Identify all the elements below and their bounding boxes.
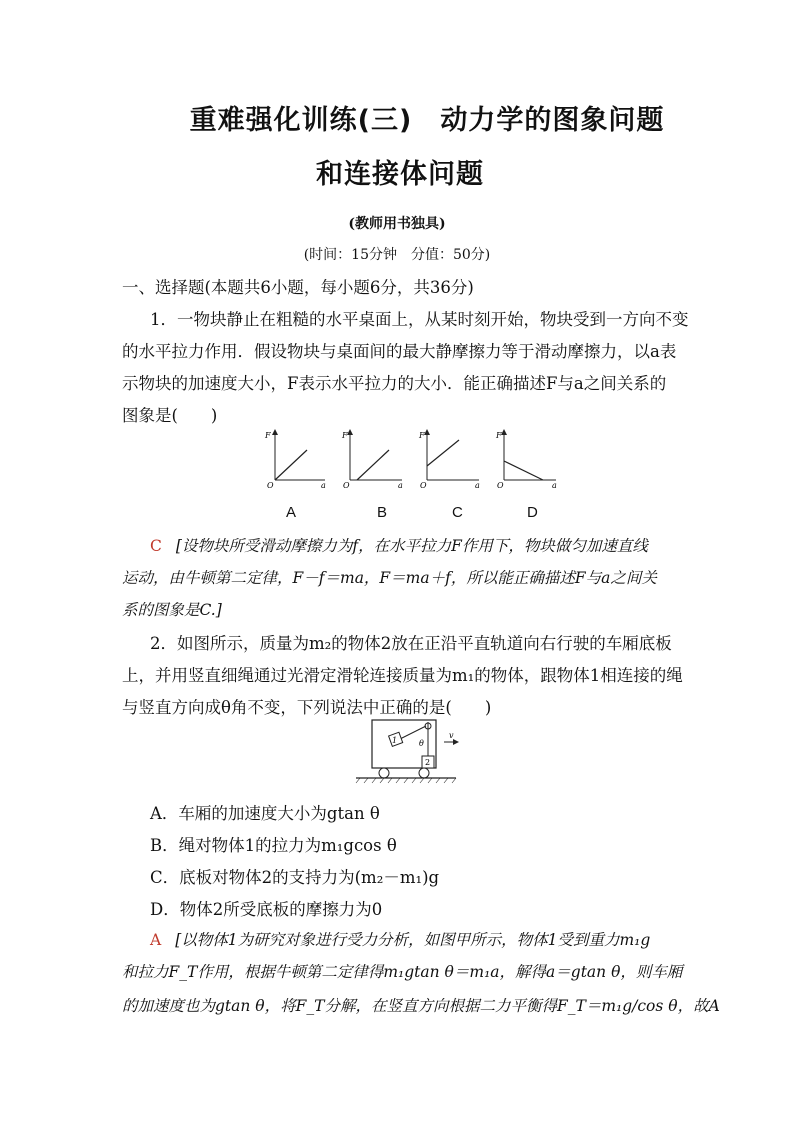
graph-label-a: A <box>286 504 297 521</box>
graph-a-f: F <box>265 431 271 440</box>
q2-option-a: A．车厢的加速度大小为gtan θ <box>150 804 380 823</box>
q2-line-2: 上，并用竖直细绳通过光滑定滑轮连接质量为m₁的物体，跟物体1相连接的绳 <box>122 666 683 685</box>
graph-a-line <box>275 450 307 480</box>
graph-b-a: a <box>398 481 403 490</box>
q2-line-1: 2．如图所示，质量为m₂的物体2放在正沿平直轨道向右行驶的车厢底板 <box>150 634 672 653</box>
q1-graph-svg <box>255 428 575 498</box>
theta-label: θ <box>419 739 424 748</box>
wheel-left <box>379 768 389 778</box>
q1-answer-line-2: 运动，由牛顿第二定律，F－f＝ma，F＝ma＋f，所以能正确描述F与a之间关 <box>122 569 657 587</box>
graph-d <box>495 431 557 490</box>
title-line-2: 和连接体问题 <box>316 159 484 190</box>
graph-b-line <box>357 450 389 480</box>
graph-b-o: O <box>343 481 350 490</box>
graph-c-o: O <box>420 481 427 490</box>
q2-answer-letter: A <box>150 931 162 949</box>
exam-meta: (时间：15分钟 分值：50分) <box>303 247 491 263</box>
graph-d-a: a <box>552 481 557 490</box>
q1-line-2: 的水平拉力作用．假设物块与桌面间的最大静摩擦力等于滑动摩擦力，以a表 <box>122 342 677 361</box>
q1-answer-line-3: 系的图象是C.] <box>122 601 222 619</box>
slanted-rope <box>398 726 426 740</box>
graph-a-o: O <box>267 481 274 490</box>
graph-d-line <box>504 461 543 480</box>
teacher-note: (教师用书独具) <box>348 216 446 232</box>
q2-answer-line-3: 的加速度也为gtan θ，将F_T分解，在竖直方向根据二力平衡得F_T＝m₁g/cos θ，故A <box>122 997 720 1015</box>
q2-answer-text-1: [以物体1为研究对象进行受力分析，如图甲所示，物体1受到重力m₁g <box>175 931 651 949</box>
object-1-label: 1 <box>392 736 398 745</box>
wheel-right <box>419 768 429 778</box>
graph-d-o: O <box>497 481 504 490</box>
q1-graphs <box>255 428 575 498</box>
q2-answer-line-1 <box>150 928 650 950</box>
q2-cart-figure <box>352 716 462 792</box>
graph-label-b: B <box>377 504 388 521</box>
q2-option-c: C．底板对物体2的支持力为(m₂－m₁)g <box>150 868 440 887</box>
q1-answer-text-1: [设物块所受滑动摩擦力为f，在水平拉力F作用下，物块做匀加速直线 <box>175 537 648 555</box>
graph-d-f: F <box>496 431 502 440</box>
graph-b <box>341 431 403 490</box>
q2-line-3: 与竖直方向成θ角不变，下列说法中正确的是( ) <box>122 698 492 717</box>
q1-answer-line-1 <box>150 534 648 556</box>
section-heading: 一、选择题(本题共6小题，每小题6分，共36分) <box>122 278 474 297</box>
graph-c-f: F <box>419 431 425 440</box>
graph-c <box>418 431 480 490</box>
q1-line-3: 示物块的加速度大小，F表示水平拉力的大小．能正确描述F与a之间关系的 <box>122 374 667 393</box>
q1-line-4: 图象是( ) <box>122 406 218 425</box>
graph-label-d: D <box>527 504 538 521</box>
graph-label-c: C <box>452 504 463 521</box>
q2-answer-line-2: 和拉力F_T作用，根据牛顿第二定律得m₁gtan θ＝m₁a，解得a＝gtan θ，则车厢 <box>122 963 683 981</box>
q1-line-1: 1．一物块静止在粗糙的水平桌面上，从某时刻开始，物块受到一方向不变 <box>150 310 689 329</box>
graph-c-line <box>427 440 459 466</box>
q2-option-b: B．绳对物体1的拉力为m₁gcos θ <box>150 836 397 855</box>
q2-option-d: D．物体2所受底板的摩擦力为0 <box>150 900 383 919</box>
velocity-label: v <box>449 731 454 740</box>
graph-a <box>264 431 326 490</box>
graph-c-a: a <box>475 481 480 490</box>
q1-answer-letter: C <box>150 537 162 555</box>
cart-svg <box>352 716 462 788</box>
graph-a-a: a <box>321 481 326 490</box>
title-line-1: 重难强化训练(三) 动力学的图象问题 <box>189 105 665 136</box>
graph-b-f: F <box>342 431 348 440</box>
object-2-label: 2 <box>425 758 431 767</box>
